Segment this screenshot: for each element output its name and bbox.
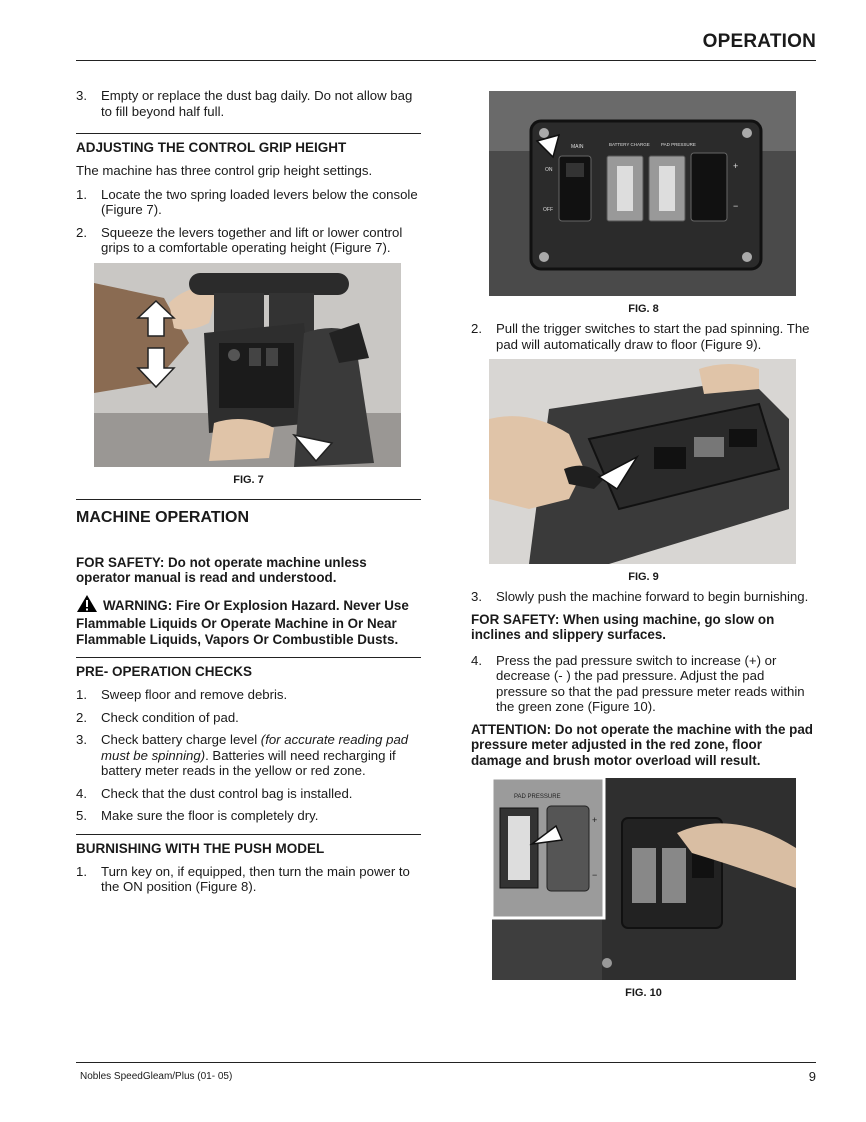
right-column (471, 88, 816, 1005)
figure-10-photo (492, 778, 796, 980)
inset-pad-pressure-label: PAD PRESSURE (514, 794, 561, 800)
figure-8-caption: FIG. 8 (628, 303, 659, 315)
on-label: ON (545, 167, 553, 173)
list-item: 1. Turn key on, if equipped, then turn the main power to the ON position (Figure 8). (76, 863, 410, 894)
page-title: OPERATION (702, 31, 816, 52)
list-item: 4. Press the pad pressure switch to increase (+) or decrease (- ) the pad pressure. Adjust the pad pressure so that the pad pressure meter reads within the green zone (Figure 10). (471, 652, 805, 714)
warning-icon (76, 594, 98, 617)
dust-bag-step: 3. Empty or replace the dust bag daily. Do not allow bag to fill beyond half full. (76, 88, 413, 119)
list-item: 1. Sweep floor and remove debris. (76, 687, 288, 702)
figure-7-caption: FIG. 7 (233, 473, 264, 486)
battery-label: BATTERY CHARGE (609, 142, 650, 147)
header-rule (76, 60, 816, 61)
pad-pressure-label: PAD PRESSURE (661, 142, 696, 147)
list-item: 3. Slowly push the machine forward to begin burnishing. (471, 589, 809, 604)
plus-label: + (733, 161, 739, 171)
list-item: 2. Squeeze the levers together and lift or lower control grips to a comfortable operating height (Figure 7). (76, 224, 403, 255)
minus-label: − (733, 201, 739, 211)
list-item: 2. Pull the trigger switches to start the pad spinning. The pad will automatically draw to floor (Figure 9). (471, 321, 810, 352)
list-item: 1. Locate the two spring loaded levers below the console (Figure 7). (76, 186, 418, 217)
pre-operation-heading: PRE- OPERATION CHECKS (76, 657, 421, 679)
burnishing-heading: BURNISHING WITH THE PUSH MODEL (76, 834, 421, 856)
safety-note-2: FOR SAFETY: When using machine, go slow on inclines and slippery surfaces. (471, 611, 775, 642)
footer-publication: Nobles SpeedGleam/Plus (01- 05) (80, 1071, 233, 1082)
list-item: 3. Check battery charge level (for accurate reading pad must be spinning). Batteries will need recharging if battery meter reads in the yellow or red zone. (76, 732, 409, 778)
footer-rule (76, 1062, 816, 1063)
main-label: MAIN (571, 144, 584, 150)
safety-note: FOR SAFETY: Do not operate machine unless operator manual is read and understood. (76, 554, 367, 585)
inset-plus-label: + (592, 815, 598, 825)
figure-9-photo (489, 359, 796, 564)
list-item: 4. Check that the dust control bag is installed. (76, 785, 353, 801)
warning-note: WARNING: Fire Or Explosion Hazard. Never Use Flammable Liquids Or Operate Machine in Or Near Flammable Liquids, Vapors Or Combustible Dusts. (76, 594, 421, 648)
grip-heading: ADJUSTING THE CONTROL GRIP HEIGHT (76, 133, 421, 155)
machine-operation-heading: MACHINE OPERATION (76, 499, 421, 527)
off-label: OFF (543, 207, 553, 213)
page-number: 9 (808, 1069, 816, 1084)
figure-8-photo (489, 91, 796, 296)
list-item: 2. Check condition of pad. (76, 709, 239, 725)
figure-10-caption: FIG. 10 (625, 987, 662, 999)
figure-9-caption: FIG. 9 (628, 571, 659, 583)
left-column (76, 88, 421, 902)
figure-7-photo (94, 263, 401, 467)
grip-intro: The machine has three control grip height settings. (76, 163, 373, 178)
list-item: 5. Make sure the floor is completely dry. (76, 808, 319, 823)
attention-note: ATTENTION: Do not operate the machine with the pad pressure meter adjusted in the red zone, floor damage and brush motor overload will result. (471, 721, 813, 768)
inset-minus-label: − (592, 870, 598, 880)
